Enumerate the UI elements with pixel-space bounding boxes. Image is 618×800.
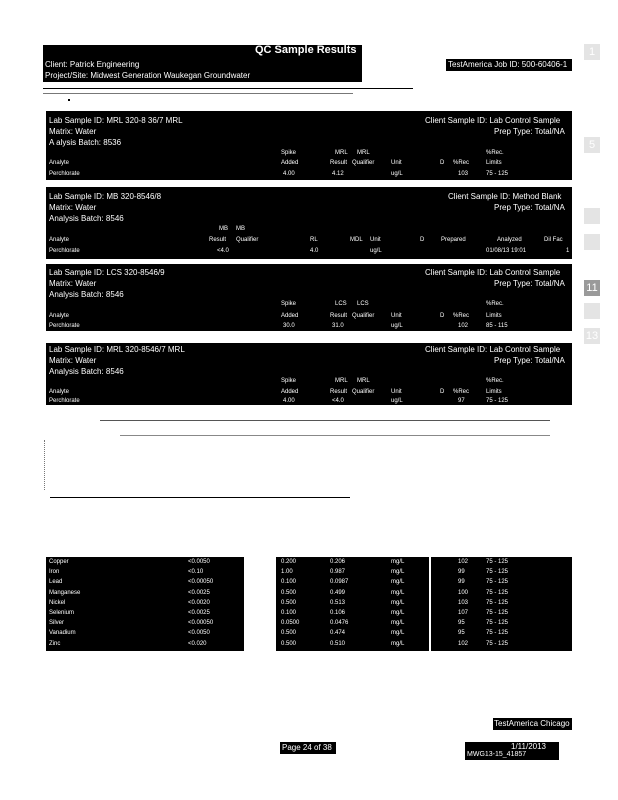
metals-cell: mg/L <box>391 599 405 606</box>
col-head: Qualifier <box>352 389 375 395</box>
col-head: Added <box>281 389 299 395</box>
col-head: Qualifier <box>236 237 259 243</box>
metals-cell: 0.0987 <box>330 579 349 586</box>
col-head: Result <box>330 160 348 166</box>
metals-cell: mg/L <box>391 569 405 576</box>
lab-sample-id: Lab Sample ID: MRL 320-8546/7 MRL <box>49 345 185 354</box>
matrix: Matrix: Water <box>49 356 97 365</box>
metals-cell: 99 <box>458 579 465 586</box>
col-head: Analyte <box>49 313 70 319</box>
metals-cell: 0.500 <box>281 640 297 647</box>
col-head: Result <box>209 237 227 243</box>
metals-cell: 75 - 125 <box>486 610 509 616</box>
metals-cell: mg/L <box>391 610 405 616</box>
metals-analyte: Silver <box>49 620 65 627</box>
result-cell: <4.0 <box>217 248 229 254</box>
result-cell: <4.0 <box>332 398 344 404</box>
metals-cell: mg/L <box>391 630 405 637</box>
col-head: Analyte <box>49 160 70 166</box>
metals-cell: <0.00050 <box>188 579 214 586</box>
metals-cell: 0.100 <box>281 579 297 586</box>
prep-type: Prep Type: Total/NA <box>494 127 565 136</box>
report-date: 1/11/2013 <box>511 742 546 751</box>
metals-table-gap <box>429 557 431 651</box>
metals-cell: 0.0500 <box>281 620 300 627</box>
result-cell: 4.12 <box>332 171 344 177</box>
analysis-batch: Analysis Batch: 8546 <box>49 367 124 376</box>
project-site: Project/Site: Midwest Generation Waukegan Groundwater <box>45 71 251 80</box>
result-cell: Perchlorate <box>49 171 80 177</box>
client-sample-id: Client Sample ID: Lab Control Sample <box>425 116 561 125</box>
metals-cell: 75 - 125 <box>486 640 509 647</box>
col-head: Spike <box>281 301 297 307</box>
col-head: Unit <box>391 160 402 166</box>
col-head: D <box>440 160 445 166</box>
job-id: TestAmerica Job ID: 500-60406-1 <box>448 60 568 69</box>
result-cell: 85 - 115 <box>486 323 508 329</box>
col-head: Analyte <box>49 237 70 243</box>
analysis-batch: A alysis Batch: 8536 <box>49 138 122 147</box>
metals-cell: 0.513 <box>330 599 346 606</box>
metals-cell: 75 - 125 <box>486 589 509 596</box>
metals-cell: mg/L <box>391 620 405 627</box>
prep-type: Prep Type: Total/NA <box>494 356 565 365</box>
result-cell: 4.0 <box>310 248 319 254</box>
metals-cell: mg/L <box>391 640 405 647</box>
metals-cell: 75 - 125 <box>486 579 509 586</box>
metals-cell: 0.106 <box>330 610 346 616</box>
lab-sample-id: Lab Sample ID: LCS 320-8546/9 <box>49 268 165 277</box>
col-head: %Rec. <box>486 150 504 156</box>
metals-cell: 100 <box>458 589 469 596</box>
result-cell: 103 <box>458 171 469 177</box>
col-head: %Rec <box>453 389 470 395</box>
client-sample-id: Client Sample ID: Lab Control Sample <box>425 268 561 277</box>
col-head: Dil Fac <box>544 237 563 243</box>
col-head: %Rec. <box>486 301 504 307</box>
col-head: Spike <box>281 150 297 156</box>
client-name: Client: Patrick Engineering <box>45 60 140 69</box>
metals-cell: mg/L <box>391 559 405 565</box>
divider <box>120 435 550 436</box>
side-tab-13[interactable]: 13 <box>585 330 599 342</box>
metals-cell: 0.100 <box>281 610 297 616</box>
metals-cell: 75 - 125 <box>486 559 509 565</box>
metals-cell: 75 - 125 <box>486 569 509 576</box>
header-rule <box>43 88 413 89</box>
lab-sample-id: Lab Sample ID: MB 320-8546/8 <box>49 192 162 201</box>
metals-cell: 0.500 <box>281 630 297 637</box>
col-head: Prepared <box>441 237 466 243</box>
page-number: Page 24 of 38 <box>282 743 332 752</box>
col-head: LCS <box>335 301 347 307</box>
metals-cell: 0.206 <box>330 559 346 565</box>
metals-cell: 95 <box>458 630 465 637</box>
col-head: %Rec <box>453 160 470 166</box>
metals-cell: <0.0025 <box>188 589 210 596</box>
result-cell: 30.0 <box>283 323 295 329</box>
lab-sample-id: Lab Sample ID: MRL 320-8 36/7 MRL <box>49 116 183 125</box>
result-cell: 75 - 125 <box>486 398 509 404</box>
prep-type: Prep Type: Total/NA <box>494 203 565 212</box>
metals-cell: 0.499 <box>330 589 346 596</box>
col-head: MB <box>219 226 228 232</box>
metals-analyte: Manganese <box>49 589 81 596</box>
metals-analyte: Copper <box>49 559 69 565</box>
prep-type: Prep Type: Total/NA <box>494 279 565 288</box>
col-head: %Rec <box>453 313 470 319</box>
col-head: Limits <box>486 160 502 166</box>
col-head: MB <box>236 226 245 232</box>
metals-cell: <0.0025 <box>188 610 210 616</box>
divider <box>50 497 350 498</box>
col-head: %Rec. <box>486 378 504 384</box>
metals-cell: 103 <box>458 599 469 606</box>
metals-cell: 0.987 <box>330 569 346 576</box>
metals-cell: 75 - 125 <box>486 630 509 637</box>
col-head: Spike <box>281 378 297 384</box>
result-cell: 102 <box>458 323 469 329</box>
metals-cell: <0.020 <box>188 640 207 647</box>
col-head: Qualifier <box>352 313 375 319</box>
result-cell: 4.00 <box>283 398 295 404</box>
metals-cell: <0.0020 <box>188 599 210 606</box>
metals-cell: 0.500 <box>281 599 297 606</box>
matrix: Matrix: Water <box>49 279 97 288</box>
result-cell: Perchlorate <box>49 323 80 329</box>
col-head: Analyte <box>49 389 70 395</box>
metals-cell: <0.10 <box>188 569 204 576</box>
col-head: Qualifier <box>352 160 375 166</box>
metals-cell: 0.0476 <box>330 620 349 627</box>
metals-cell: 99 <box>458 569 465 576</box>
col-head: RL <box>310 237 318 243</box>
footer-lab: TestAmerica Chicago <box>494 719 570 728</box>
result-cell: 01/08/13 19:01 <box>486 248 527 254</box>
metals-analyte: Lead <box>49 579 63 586</box>
matrix: Matrix: Water <box>49 203 97 212</box>
metals-cell: 102 <box>458 640 469 647</box>
analysis-batch: Analysis Batch: 8546 <box>49 290 124 299</box>
result-cell: ug/L <box>391 171 403 177</box>
metals-cell: 75 - 125 <box>486 599 509 606</box>
col-head: Limits <box>486 389 502 395</box>
side-tab-blank-c <box>584 303 600 319</box>
client-sample-id: Client Sample ID: Method Blank <box>448 192 562 201</box>
col-head: Unit <box>370 237 381 243</box>
col-head: Unit <box>391 313 402 319</box>
metals-cell: 107 <box>458 610 469 616</box>
metals-cell: 0.510 <box>330 640 346 647</box>
col-head: D <box>440 313 445 319</box>
metals-analyte: Nickel <box>49 599 66 606</box>
side-tab-5[interactable]: 5 <box>584 137 600 153</box>
metals-cell: 95 <box>458 620 465 627</box>
col-head: Added <box>281 313 299 319</box>
header-rule-2 <box>43 93 353 94</box>
left-margin-marks <box>44 440 46 490</box>
metals-cell: <0.0050 <box>188 559 210 565</box>
col-head: MRL <box>335 378 348 384</box>
metals-cell: 0.500 <box>281 589 297 596</box>
side-tab-11[interactable]: 11 <box>584 280 600 296</box>
col-head: Result <box>330 313 348 319</box>
metals-cell: 75 - 125 <box>486 620 509 627</box>
col-head: LCS <box>357 301 369 307</box>
col-head: Added <box>281 160 299 166</box>
result-cell: Perchlorate <box>49 398 80 404</box>
col-head: D <box>420 237 425 243</box>
result-cell: 4.00 <box>283 171 295 177</box>
result-cell: ug/L <box>391 398 403 404</box>
col-head: Unit <box>391 389 402 395</box>
col-head: MRL <box>357 150 370 156</box>
metals-cell: 102 <box>458 559 469 565</box>
result-cell: 31.0 <box>332 323 344 329</box>
divider <box>100 420 550 421</box>
metals-cell: 0.474 <box>330 630 346 637</box>
metals-cell: mg/L <box>391 579 405 586</box>
result-cell: Perchlorate <box>49 248 80 254</box>
bullet-mark <box>68 99 70 101</box>
result-cell: 97 <box>458 398 465 404</box>
metals-cell: 1.00 <box>281 569 293 576</box>
side-tab-1[interactable]: 1 <box>584 44 600 60</box>
analysis-batch: Analysis Batch: 8546 <box>49 214 124 223</box>
col-head: MDL <box>350 237 363 243</box>
result-cell: 75 - 125 <box>486 171 509 177</box>
metals-cell: 0.200 <box>281 559 297 565</box>
col-head: Limits <box>486 313 502 319</box>
col-head: MRL <box>357 378 370 384</box>
metals-table-gap <box>244 557 276 651</box>
metals-cell: mg/L <box>391 589 405 596</box>
document-id: MWG13-15_41857 <box>467 751 527 758</box>
col-head: Result <box>330 389 348 395</box>
matrix: Matrix: Water <box>49 127 97 136</box>
metals-analyte: Iron <box>49 569 60 576</box>
side-tab-blank-a <box>584 208 600 224</box>
metals-analyte: Selenium <box>49 610 75 616</box>
col-head: Analyzed <box>497 237 522 243</box>
client-sample-id: Client Sample ID: Lab Control Sample <box>425 345 561 354</box>
side-tab-blank-b <box>584 234 600 250</box>
metals-analyte: Zinc <box>49 640 61 647</box>
page-title: QC Sample Results <box>255 44 357 56</box>
metals-cell: <0.00050 <box>188 620 214 627</box>
col-head: MRL <box>335 150 348 156</box>
result-cell: 1 <box>566 248 570 254</box>
metals-analyte: Vanadium <box>49 630 76 637</box>
col-head: D <box>440 389 445 395</box>
result-cell: ug/L <box>391 323 403 329</box>
metals-cell: <0.0050 <box>188 630 210 637</box>
result-cell: ug/L <box>370 248 382 254</box>
